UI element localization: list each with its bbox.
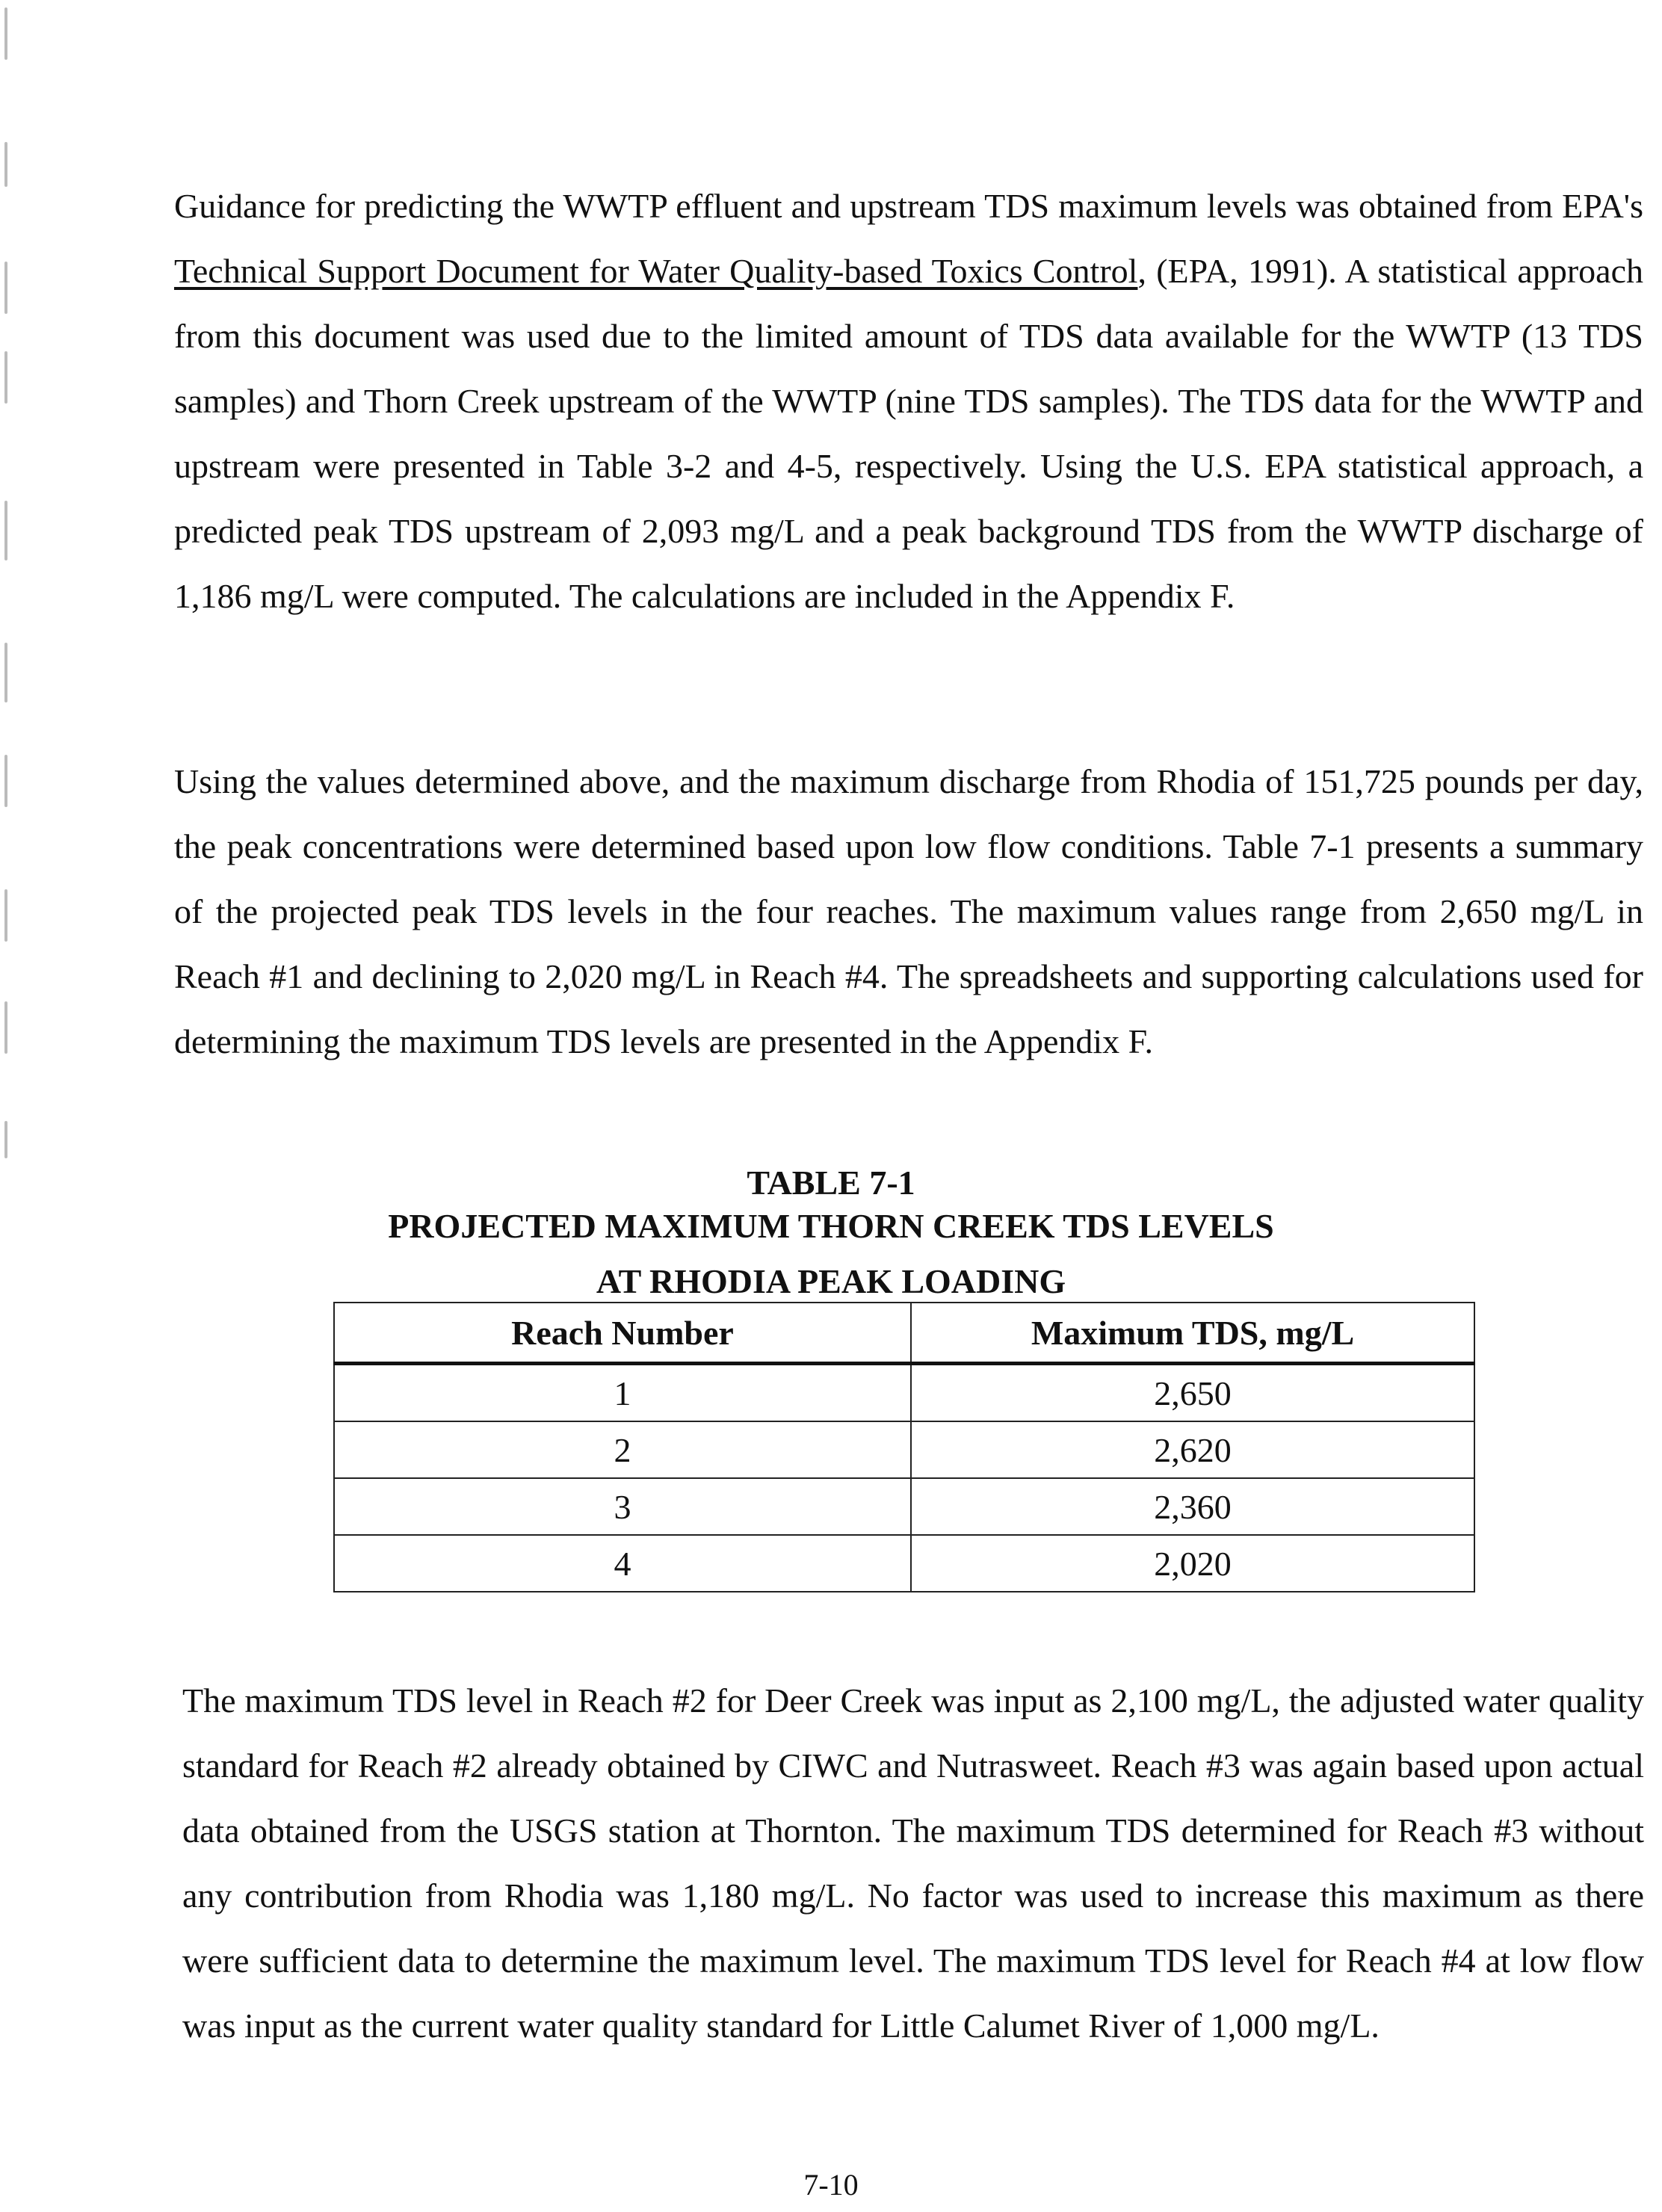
paragraph-1-text-b: , (EPA, 1991). A statistical approach from this document was used due to the limited amount of TDS data available for the WWTP (13 TDS samples) and Thorn Creek upstream of the WWTP (nine TDS samples). The TDS data for the WWTP and upstream were presented in Table 3-2 and 4-5, respectively. Using the U.S. EPA statistical approach, a predicted peak TDS upstream of 2,093 mg/L and a peak background TDS from the WWTP discharge of 1,186 mg/L were computed. The calculations are included in the Appendix F. bbox=[174, 252, 1643, 615]
reach-number-cell: 4 bbox=[334, 1535, 911, 1592]
scan-mark bbox=[4, 262, 7, 314]
max-tds-cell: 2,360 bbox=[911, 1478, 1474, 1535]
table-title-sub: AT RHODIA PEAK LOADING bbox=[596, 1262, 1066, 1300]
max-tds-cell: 2,620 bbox=[911, 1421, 1474, 1478]
paragraph-2: Using the values determined above, and the maximum discharge from Rhodia of 151,725 pounds per day, the peak concentrations were determined based upon low flow conditions. Table 7-1 presents a summary of the projected peak TDS levels in the four reaches. The maximum values range from 2,650 mg/L in Reach #1 and declining to 2,020 mg/L in Reach #4. The spreadsheets and supporting calculations used for determining the maximum TDS levels are presented in the Appendix F. bbox=[174, 762, 1643, 1060]
table-title-main: PROJECTED MAXIMUM THORN CREEK TDS LEVELS bbox=[388, 1207, 1274, 1245]
table-row bbox=[334, 1421, 1474, 1478]
scan-mark bbox=[4, 351, 7, 404]
scan-mark bbox=[4, 7, 7, 60]
tds-levels-table bbox=[333, 1302, 1475, 1592]
header-maximum-tds: Maximum TDS, mg/L bbox=[911, 1303, 1474, 1364]
max-tds-cell: 2,650 bbox=[911, 1364, 1474, 1422]
scan-mark bbox=[4, 1001, 7, 1054]
table-row bbox=[334, 1478, 1474, 1535]
paragraph-1-text-a: Guidance for predicting the WWTP effluent and upstream TDS maximum levels was obtained from EPA's bbox=[174, 187, 1643, 225]
table-row bbox=[334, 1535, 1474, 1592]
table-row bbox=[334, 1364, 1474, 1422]
table-header-row bbox=[334, 1303, 1474, 1364]
max-tds-cell: 2,020 bbox=[911, 1535, 1474, 1592]
document-title-reference: Technical Support Document for Water Quality-based Toxics Control bbox=[174, 252, 1138, 290]
scan-mark bbox=[4, 643, 7, 702]
reach-number-cell: 3 bbox=[334, 1478, 911, 1535]
paragraph-3: The maximum TDS level in Reach #2 for Deer Creek was input as 2,100 mg/L, the adjusted water quality standard for Reach #2 already obtained by CIWC and Nutrasweet. Reach #3 was again based upon actual data obtained from the USGS station at Thornton. The maximum TDS determined for Reach #3 without any contribution from Rhodia was 1,180 mg/L. No factor was used to increase this maximum as there were sufficient data to determine the maximum level. The maximum TDS level for Reach #4 at low flow was input as the current water quality standard for Little Calumet River of 1,000 mg/L. bbox=[182, 1681, 1644, 2045]
scan-mark bbox=[4, 755, 7, 807]
header-reach-number: Reach Number bbox=[334, 1303, 911, 1364]
page-number: 7-10 bbox=[803, 2168, 859, 2202]
scan-mark bbox=[4, 142, 7, 187]
scan-mark bbox=[4, 1121, 7, 1158]
table-title-number: TABLE 7-1 bbox=[747, 1164, 915, 1202]
scan-mark bbox=[4, 501, 7, 560]
scan-mark bbox=[4, 889, 7, 942]
paragraph-1 bbox=[174, 173, 1643, 628]
reach-number-cell: 1 bbox=[334, 1364, 911, 1422]
reach-number-cell: 2 bbox=[334, 1421, 911, 1478]
